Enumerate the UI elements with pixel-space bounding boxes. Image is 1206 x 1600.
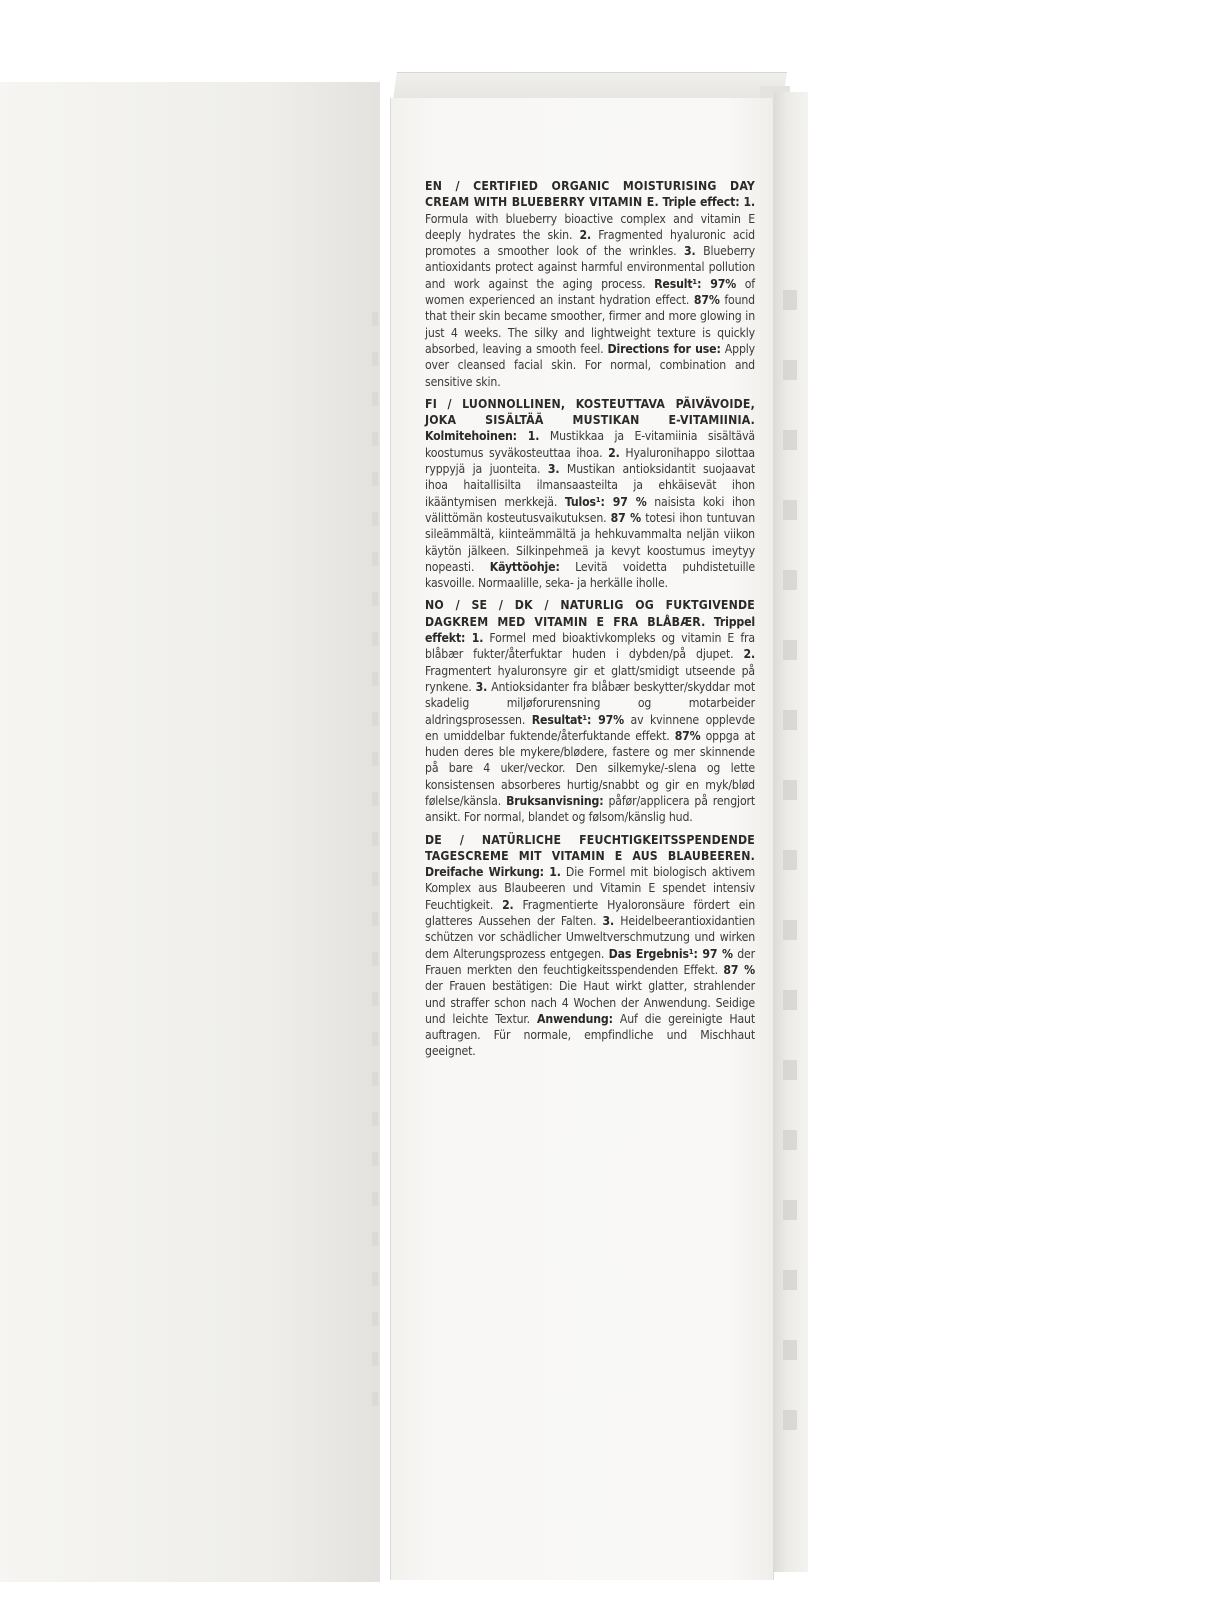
text-run: Die Formel mit biologisch aktivem Komplex aus Blaubeeren und Vitamin E spendet intensiv Feuchtigkeit.	[425, 865, 756, 912]
text-run: Apply over cleansed facial skin. For normal, combination and sensitive skin.	[425, 341, 755, 389]
bold-run: 2.	[502, 897, 514, 912]
text-run: Antioksidanter fra blåbær beskytter/skyddar mot skadelig miljøforurensning og motarbeider aldringsprosessen.	[425, 679, 755, 727]
text-run: oppga at huden deres ble mykere/blødere, fastere og mer skinnende på bare 4 uker/veckor. Den silkemyke/-slena og lette konsistensen absorberes hurtig/snabbt og gir en myk/blød følelse/känsla.	[425, 728, 755, 808]
text-run: Formel med bioaktivkompleks og vitamin E fra blåbær fukter/återfuktar huden i dybden/på djupet.	[425, 631, 755, 662]
bold-run: Directions for use:	[607, 341, 721, 356]
text-run: totesi ihon tuntuvan sileämmältä, kiinteämmältä ja hehkuvammalta neljän viikon käytön jälkeen. Silkinpehmeä ja kevyt koostumus imeytyy nopeasti.	[425, 510, 755, 574]
section-body	[425, 429, 755, 590]
text-run: Mustikan antioksidantit suojaavat ihoa haitallisilta ilmansaasteilta ja ehkäisevät ihon ikääntymisen merkkejä.	[425, 462, 755, 509]
bold-run: 87%	[674, 728, 701, 743]
bold-run: Triple effect: 1.	[662, 195, 756, 210]
section-heading: FI / LUONNOLLINEN, KOSTEUTTAVA PÄIVÄVOIDE, JOKA SISÄLTÄÄ MUSTIKAN E-VITAMIINIA.	[425, 396, 755, 428]
bold-run: 3.	[475, 679, 488, 694]
bold-run: Anwendung:	[537, 1011, 613, 1026]
section-heading: EN / CERTIFIED ORGANIC MOISTURISING DAY CREAM WITH BLUEBERRY VITAMIN E.	[425, 179, 755, 210]
section-fi	[425, 396, 755, 592]
text-run: påfør/applicera på rengjort ansikt. For normal, blandet og følsom/känslig hud.	[425, 793, 755, 825]
text-run: der Frauen merkten den feuchtigkeitsspendenden Effekt.	[425, 946, 756, 977]
text-run: der Frauen bestätigen: Die Haut wirkt glatter, strahlender und straffer schon nach 4 Wochen der Anwendung. Seidige und leichte Textur.	[425, 979, 755, 1026]
section-heading: NO / SE / DK / NATURLIG OG FUKTGIVENDE DAGKREM MED VITAMIN E FRA BLÅBÆR.	[425, 598, 755, 629]
bold-run: Trippel effekt: 1.	[425, 614, 755, 646]
section-no-se-dk	[425, 597, 755, 825]
text-run: Fragmentert hyaluronsyre gir et glatt/smidigt utseende på rynkene.	[425, 663, 755, 694]
text-run: Mustikkaa ja E-vitamiinia sisältävä koostumus syväkosteuttaa ihoa.	[425, 429, 755, 460]
left-panel-edge-print	[372, 312, 378, 1412]
bold-run: 3.	[602, 914, 615, 929]
product-description-text	[425, 178, 755, 1066]
text-run: of women experienced an instant hydration effect.	[425, 276, 755, 308]
text-run: found that their skin became smoother, firmer and more glowing in just 4 weeks. The silky and lightweight texture is quickly absorbed, leaving a smooth feel.	[425, 293, 755, 356]
section-en	[425, 178, 755, 390]
bold-run: 3.	[684, 244, 696, 259]
bold-run: Käyttöohje:	[489, 559, 560, 574]
section-text	[425, 396, 755, 592]
text-run: Heidelbeerantioxidantien schützen vor schädlicher Umweltverschmutzung und wirken dem Alterungsprozess entgegen.	[425, 914, 755, 961]
text-run: Blueberry antioxidants protect against harmful environmental pollution and work against the aging process.	[425, 244, 755, 291]
text-run: Fragmented hyaluronic acid promotes a smoother look of the wrinkles.	[425, 227, 755, 259]
text-run: Hyaluronihappo silottaa ryppyjä ja juonteita.	[425, 445, 755, 477]
bold-run: 87 %	[610, 510, 642, 525]
section-body	[425, 865, 755, 1058]
bold-run: Resultat¹: 97%	[531, 712, 624, 727]
text-run: Fragmentierte Hyaloronsäure fördert ein glatteres Aussehen der Falten.	[425, 897, 755, 929]
bold-run: Das Ergebnis¹: 97 %	[608, 946, 733, 961]
box-top-flap	[393, 72, 787, 99]
bold-run: Result¹: 97%	[654, 276, 737, 291]
bold-run: Dreifache Wirkung: 1.	[425, 865, 561, 880]
text-run: Levitä voidetta puhdistetuille kasvoille. Normaalille, seka- ja herkälle iholle.	[425, 559, 756, 591]
bold-run: 3.	[547, 462, 560, 477]
bold-run: 2.	[743, 647, 755, 662]
bold-run: Bruksanvisning:	[506, 793, 604, 808]
right-panel-edge-print	[783, 290, 797, 1450]
section-text	[425, 178, 755, 390]
section-body	[425, 615, 755, 825]
text-run: naisista koki ihon välittömän kosteutusvaikutuksen.	[425, 494, 755, 525]
section-heading: DE / NATÜRLICHE FEUCHTIGKEITSSPENDENDE TAGESCREME MIT VITAMIN E AUS BLAUBEEREN.	[425, 832, 755, 863]
bold-run: 2.	[608, 445, 620, 460]
bold-run: 87 %	[723, 962, 755, 977]
bold-run: Tulos¹: 97 %	[564, 494, 647, 509]
bold-run: 87%	[693, 293, 720, 308]
section-de	[425, 832, 755, 1060]
text-run: av kvinnene opplevde en umiddelbar fuktende/återfuktande effekt.	[425, 712, 755, 743]
section-text	[425, 832, 755, 1060]
bold-run: 2.	[579, 227, 592, 242]
bold-run: Kolmitehoinen: 1.	[425, 429, 540, 444]
section-body	[425, 195, 755, 388]
box-left-panel	[0, 82, 380, 1582]
text-run: Auf die gereinigte Haut auftragen. Für normale, empfindliche und Mischhaut geeignet.	[425, 1011, 755, 1059]
section-text	[425, 597, 755, 825]
text-run: Formula with blueberry bioactive complex and vitamin E deeply hydrates the skin.	[425, 211, 755, 242]
